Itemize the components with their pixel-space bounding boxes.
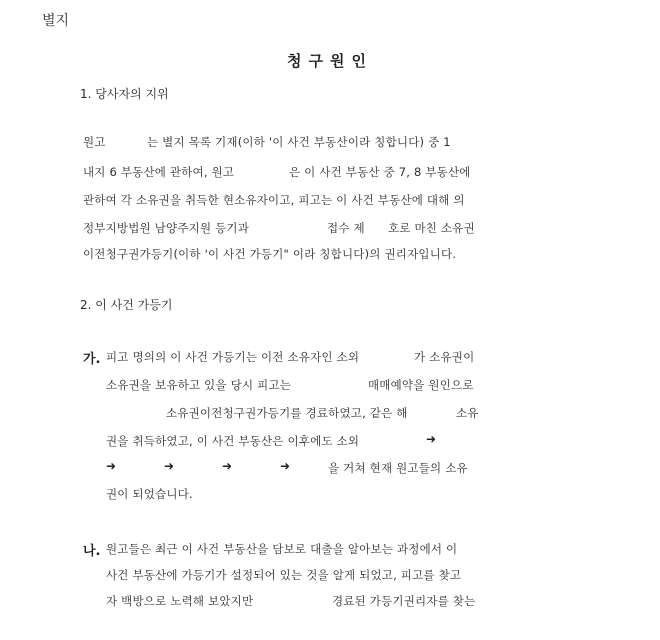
s1-line-4-seg-2: 접수 제	[327, 221, 365, 235]
s1-line-1-seg-2: 는 별지 목록 기재(이하 '이 사건 부동산이라 칭합니다) 중 1	[147, 135, 451, 149]
ga-line-1-seg-1: 피고 명의의 이 사건 가등기는 이전 소유자인 소외	[106, 350, 360, 364]
s1-line-2-seg-1: 내지 6 부동산에 관하여, 원고	[83, 165, 235, 179]
section-1-heading: 1. 당사자의 지위	[80, 87, 169, 101]
s1-line-4-seg-1: 정부지방법원 남양주지원 등기과	[83, 221, 250, 235]
arrow-icon: ➜	[164, 459, 175, 473]
arrow-icon: ➜	[222, 459, 233, 473]
attachment-label: 별지	[42, 13, 70, 29]
s1-line-4-seg-3: 호로 마친 소유권	[388, 221, 475, 235]
ga-line-1-seg-2: 가 소유권이	[414, 350, 475, 364]
s1-line-5-seg-1: 이전청구권가등기(이하 '이 사건 가등기" 이라 칭합니다)의 권리자입니다.	[83, 247, 457, 261]
na-line-3-seg-2: 경료된 가등기권리자를 찾는	[332, 594, 476, 608]
na-line-2	[106, 567, 461, 583]
item-ga-marker: 가.	[83, 352, 101, 367]
s1-line-1-seg-1: 원고	[83, 135, 106, 149]
s1-line-2-seg-2: 은 이 사건 부동산 중 7, 8 부동산에	[289, 165, 471, 179]
na-line-3-seg-1: 자 백방으로 노력해 보았지만	[106, 594, 254, 608]
ga-line-5-seg-1: 을 거쳐 현재 원고들의 소유	[328, 461, 468, 475]
s1-line-3-seg-1: 관하여 각 소유권을 취득한 현소유자이고, 피고는 이 사건 부동산에 대해 의	[83, 193, 465, 207]
ga-line-6-seg-1: 권이 되었습니다.	[106, 487, 193, 501]
ga-line-6	[106, 486, 193, 502]
arrow-icon: ➜	[280, 459, 291, 473]
arrow-icon: ➜	[426, 432, 437, 446]
item-na-marker: 나.	[83, 544, 101, 559]
section-2-heading: 2. 이 사건 가등기	[80, 298, 173, 312]
ga-line-4-seg-1: 권을 취득하였고, 이 사건 부동산은 이후에도 소외	[106, 434, 360, 448]
s1-line-3	[83, 192, 465, 208]
na-line-1	[106, 541, 457, 557]
ga-line-2-seg-1: 소유권을 보유하고 있을 당시 피고는	[106, 378, 292, 392]
na-line-1-seg-1: 원고들은 최근 이 사건 부동산을 담보로 대출을 알아보는 과정에서 이	[106, 542, 458, 556]
document-title: 청구원인	[287, 52, 373, 70]
arrow-icon: ➜	[106, 459, 117, 473]
ga-line-3-seg-2: 소유	[456, 406, 479, 420]
na-line-2-seg-1: 사건 부동산에 가등기가 설정되어 있는 것을 알게 되었고, 피고를 찾고	[106, 568, 462, 582]
ga-line-3-seg-1: 소유권이전청구권가등기를 경료하였고, 같은 해	[166, 406, 408, 420]
ga-line-2-seg-2: 매매예약을 원인으로	[368, 378, 474, 392]
s1-line-5	[83, 246, 456, 262]
